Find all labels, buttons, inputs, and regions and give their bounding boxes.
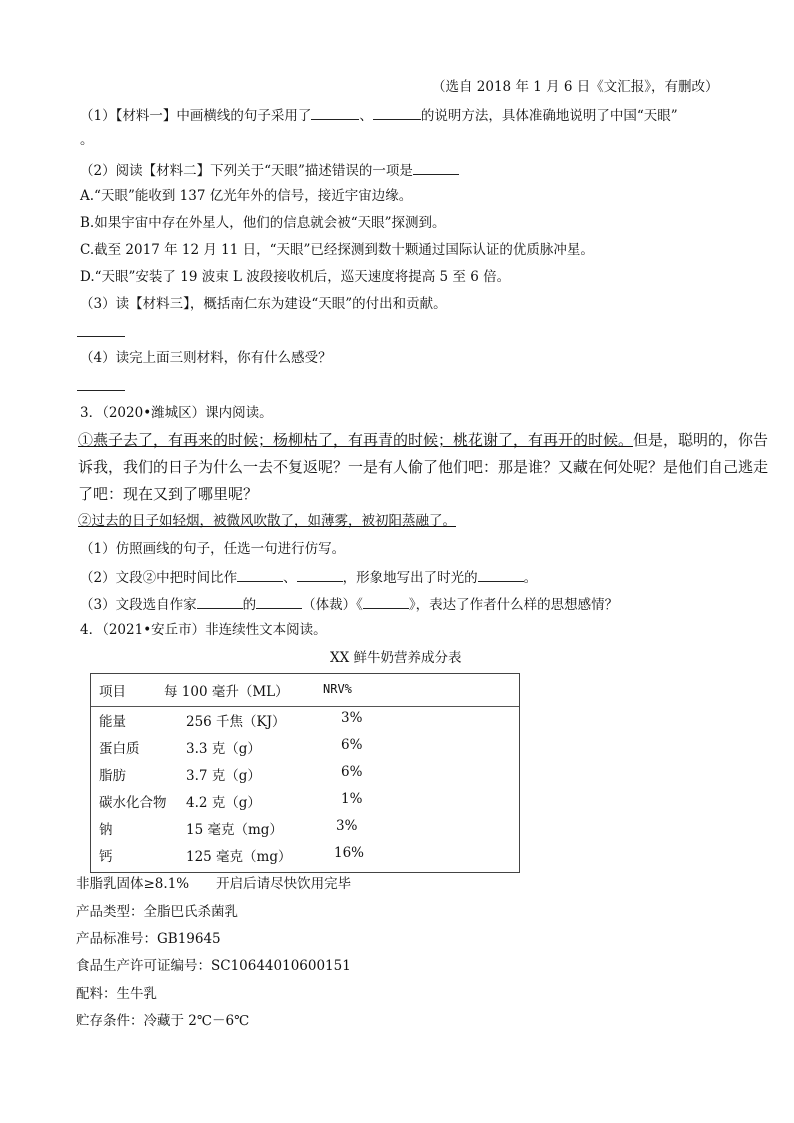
s3-question-1: （1）仿照画线的句子，任选一句进行仿写。 [80,541,346,557]
passage-paragraph-2 [78,512,456,530]
row-item: 钙 [99,849,113,865]
row-amount: 4.2 克（g） [186,795,261,811]
row-amount: 256 千焦（KJ） [186,714,286,730]
answer-blank[interactable] [478,567,524,582]
question-1 [80,105,678,125]
table-header-item: 项目 [99,684,126,700]
s3-q3-c: （体裁）《 [302,597,363,613]
row-nrv: 3% [341,710,363,726]
passage-text: 但是，聪明的，你告 [633,431,769,449]
q1-tail: 。 [80,132,94,148]
row-amount: 3.7 克（g） [186,768,261,784]
passage-paragraph-1 [78,429,768,451]
row-item: 碳水化合物 [99,795,167,811]
source-citation: （选自 2018 年 1 月 6 日《文汇报》，有删改） [432,79,719,95]
row-amount: 15 毫克（mg） [186,822,283,838]
q2-text: （2）阅读【材料二】下列关于“天眼”描述错误的一项是 [80,163,413,179]
answer-blank[interactable] [311,105,359,120]
note-product-type: 产品类型：全脂巴氏杀菌乳 [76,904,238,920]
q2-option-d: D.“天眼”安装了 19 波束 L 波段接收机后，巡天速度将提高 5 至 6 倍。 [80,269,511,285]
note-license: 食品生产许可证编号：SC10644010600151 [76,958,351,974]
note-solids: 非脂乳固体≥8.1% 开启后请尽快饮用完毕 [76,876,352,892]
row-nrv: 1% [341,791,363,807]
row-amount: 125 毫克（mg） [186,849,292,865]
underlined-sentence-2: ②过去的日子如轻烟，被微风吹散了，如薄雾，被初阳蒸融了。 [78,513,456,529]
section-3-heading: 3．（2020•潍城区）课内阅读。 [80,405,273,421]
answer-blank[interactable] [373,105,421,120]
note-storage: 贮存条件：冷藏于 2℃－6℃ [76,1013,250,1029]
q2-option-a: A.“天眼”能收到 137 亿光年外的信号，接近宇宙边缘。 [80,188,413,204]
note-ingredients: 配料：生牛乳 [76,986,157,1002]
s3-q2-d: 。 [523,570,538,586]
s3-q2-b: 、 [283,570,297,586]
answer-blank[interactable] [197,594,243,609]
answer-blank[interactable] [256,594,302,609]
row-amount: 3.3 克（g） [186,741,261,757]
s3-q2-c: ，形象地写出了时光的 [342,570,478,586]
q1-after: 的说明方法，具体准确地说明了中国“天眼” [420,108,678,124]
answer-blank[interactable] [297,567,343,582]
row-item: 能量 [99,714,126,730]
answer-line[interactable] [77,390,125,391]
note-standard: 产品标准号：GB19645 [76,931,221,947]
table-header-nrv: NRV% [323,682,352,696]
s3-q3-b: 的 [242,597,257,613]
question-3: （3）读【材料三】，概括南仁东为建设“天眼”的付出和贡献。 [80,296,447,312]
answer-blank[interactable] [413,160,459,175]
row-nrv: 3% [336,818,358,834]
answer-blank[interactable] [363,594,409,609]
section-4-heading: 4．（2021•安丘市）非连续性文本阅读。 [80,622,327,638]
answer-line[interactable] [77,336,125,337]
row-item: 脂肪 [99,768,126,784]
underlined-sentence: ①燕子去了，有再来的时候；杨柳枯了，有再青的时候；桃花谢了，有再开的时候。 [78,431,634,449]
passage-line-3: 了吧：现在又到了哪里呢？ [78,485,259,503]
s3-question-3 [80,594,618,614]
passage-line-2: 诉我，我们的日子为什么一去不复返呢？一是有人偷了他们吧：那是谁？又藏在何处呢？是他们自己逃走 [78,458,769,476]
question-2 [80,160,459,180]
row-nrv: 16% [334,845,365,861]
row-item: 蛋白质 [99,741,140,757]
q1-sep: 、 [359,108,373,124]
answer-blank[interactable] [237,567,283,582]
table-title: XX 鲜牛奶营养成分表 [330,650,462,666]
s3-question-2 [80,567,537,587]
q2-option-c: C.截至 2017 年 12 月 11 日，“天眼”已经探测到数十颗通过国际认证的优质脉冲星。 [80,242,594,258]
q2-option-b: B.如果宇宙中存在外星人，他们的信息就会被“天眼”探测到。 [80,215,446,231]
row-nrv: 6% [341,737,363,753]
question-4: （4）读完上面三则材料，你有什么感受？ [80,350,332,366]
row-item: 钠 [99,822,113,838]
header-divider [91,706,519,707]
s3-q2-a: （2）文段②中把时间比作 [80,570,238,586]
s3-q3-a: （3）文段选自作家 [80,597,197,613]
s3-q3-d: 》，表达了作者什么样的思想感情？ [408,597,619,613]
nutrition-table [90,673,520,873]
table-header-per100: 每 100 毫升（ML） [164,684,289,700]
row-nrv: 6% [341,764,363,780]
q1-text: （1）【材料一】中画横线的句子采用了 [80,108,312,124]
